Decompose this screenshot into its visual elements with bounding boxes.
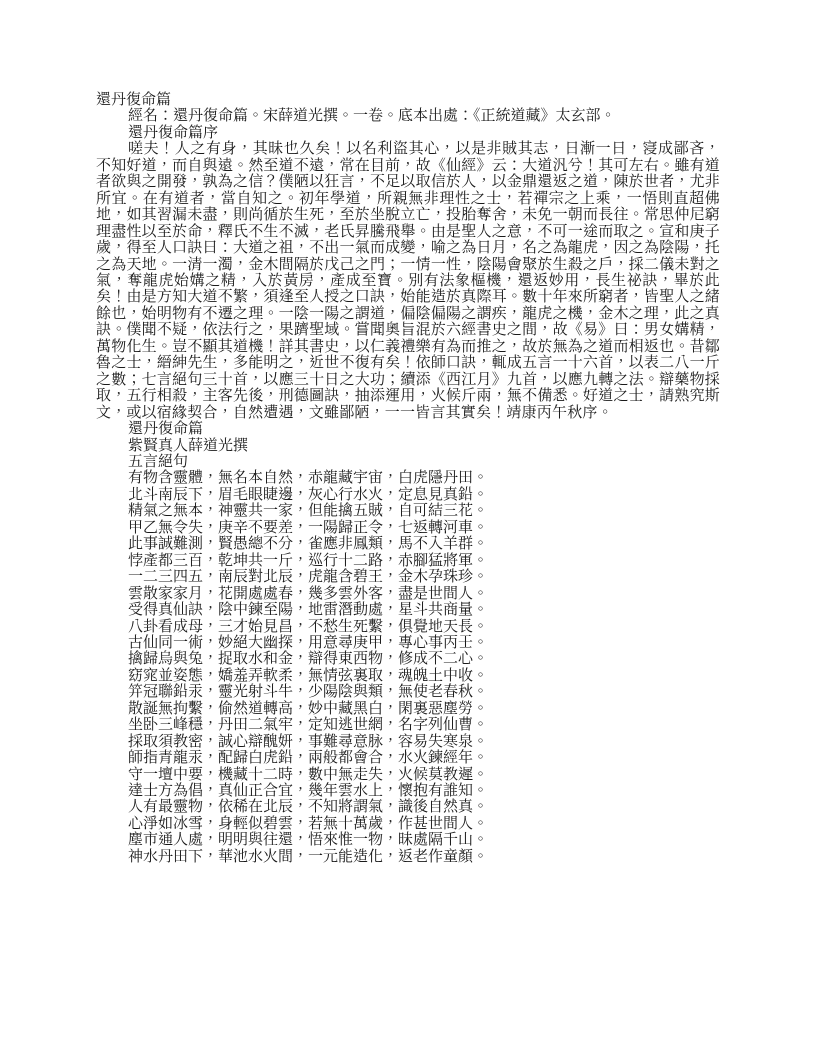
verse-line: 師指青龍汞，配歸白虎鉛，兩般都會合，水火鍊經年。 [128,750,489,767]
verse-line: 精氣之無本，神靈共一家，但能擒五賊，自可結三花。 [128,503,489,520]
verse-line: 心淨如冰雪，身輕似碧雲，若無十萬歲，作甚世間人。 [128,815,489,832]
verse-line: 受得真仙訣，陰中鍊至陽，地雷潛動處，星斗共商量。 [128,602,489,619]
colophon-line: 經名：還丹復命篇。宋薛道光撰。一卷。底本出處：《正統道藏》太玄部。 [128,108,616,125]
verse-line: 八卦看成母，三才始見昌，不愁生死繫，俱覺地天長。 [128,618,489,635]
verse-line: 雲散家家月，花開處處春，幾多雲外客，盡是世間人。 [128,585,489,602]
verse-line: 北斗南辰下，眉毛眼睫邊，灰心行水火，定息見真鉛。 [128,486,489,503]
verse-line: 守一壇中要，機藏十二時，數中無走失，火候莫教遲。 [128,766,489,783]
preface-heading: 還丹復命篇序 [128,124,219,141]
byline: 紫賢真人薛道光撰 [128,437,249,454]
verse-line: 此事誠難測，賢愚總不分，雀應非鳳類，馬不入羊群。 [128,536,489,553]
verse-line: 一二三四五，南辰對北辰，虎龍含碧王，金木孕珠珍。 [128,569,489,586]
verse-line: 窈窕並姿態，嬌羞弄軟柔，無情弦裏取，魂魄土中收。 [128,667,489,684]
page-title: 還丹復命篇 [96,92,172,108]
verse-line: 散誕無拘繫，偷然道轉高，妙中藏黑白，閑裏惡塵勞。 [128,700,489,717]
verse-line: 採取須教密，誠心辯醜妍，事難尋意脉，容易失寒泉。 [128,733,489,750]
verse-section-heading: 五言絕句 [128,453,189,470]
verse-line: 達士方為倡，真仙正合宜，幾年雲水上，懷抱有誰知。 [128,783,489,800]
verse-line: 甲乙無令失，庚辛不要差，一陽歸正令，七返轉河車。 [128,519,489,536]
verse-line: 擒歸烏與兔，捉取水和金，辯得東西物，修成不二心。 [128,651,489,668]
section-heading: 還丹復命篇 [128,421,204,438]
verse-line: 神水丹田下，華池水火間，一元能造化，返老作童顏。 [128,848,489,865]
verse-line: 有物含靈體，無名本自然，赤龍藏宇宙，白虎隱丹田。 [128,470,489,487]
verse-list [96,470,720,865]
verse-line: 坐卧三峰穩，丹田二氣牢，定知逃世網，名字列仙曹。 [128,717,489,734]
verse-line: 人有最靈物，依稀在北辰，不知將謂氣，識後自然真。 [128,799,489,816]
verse-line: 笄冠聯鉛汞，靈光射斗牛，少陽陰與類，無使老春秋。 [128,684,489,701]
verse-line: 塵市通人處，明明與往還，悟來惟一物，昧處隔千山。 [128,832,489,849]
verse-line: 古仙同一術，妙絕大幽探，用意尋庚甲，專心事丙壬。 [128,634,489,651]
preface-paragraph: 嗟夫！人之有身，其昧也久矣！以名利盜其心，以是非賊其志，日漸一日，寖成鄙吝，不知好道，而自與遠。然至道不遠，常在目前，故《仙經》云：大道汎兮！其可左右。雖有道者欲與之開發，孰為之信？僕陋以狂言，不足以取信於人，以金鼎還返之道，陳於世者，尤非所宜。在有道者，當自知之。初年學道，所親無非理性之士，若禪宗之上乘，一悟則直超佛地，如其習漏未盡，則尚循於生死，至於坐脫立亡，投胎奪舍，未免一朝而長往。常思仲尼窮理盡性以至於命，釋氏不生不滅，老氏昇騰飛舉。由是聖人之意，不可一途而取之。宣和庚子歲，得至人口訣曰：大道之祖，不出一氣而成變，喻之為日月，名之為龍虎，因之為陰陽，托之為天地。一清一濁，金木間隔於戊己之門；一情一性，陰陽會聚於生殺之戶，採二儀未對之氣，奪龍虎始媾之精，入於黃房，產成至寶。別有法象樞機，還返妙用，長生祕訣，畢於此矣！由是方知大道不繁，須逢至人授之口訣，始能造於真際耳。數十年來所窮者，皆聖人之緒餘也，始明物有不遷之理。一陰一陽之謂道，偏陰偏陽之謂疾，龍虎之機，金木之理，此之真訣。僕聞不疑，依法行之，果躋聖域。嘗聞奧旨混於六經書史之間，故《易》曰：男女媾精，萬物化生。豈不顯其道機！詳其書史，以仁義禮樂有為而推之，故於無為之道而相返也。昔鄒魯之士，縉紳先生，多能明之，近世不復有矣！依師口訣，輒成五言一十六首，以表二八一斤之數；七言絕句三十首，以應三十日之大功；續添《西江月》九首，以應九轉之法。辯藥物採取，五行相殺，主客先後，刑德圖訣，抽添運用，火候斤兩，無不備悉。好道之士，請熟究斯文，或以宿緣契合，自然遭遇，文雖鄙陋，一一皆言其實矣！靖康丙午秋序。 [96,141,720,421]
verse-line: 悖產都三百，乾坤共一斤，巡行十二路，赤腳猛將軍。 [128,552,489,569]
